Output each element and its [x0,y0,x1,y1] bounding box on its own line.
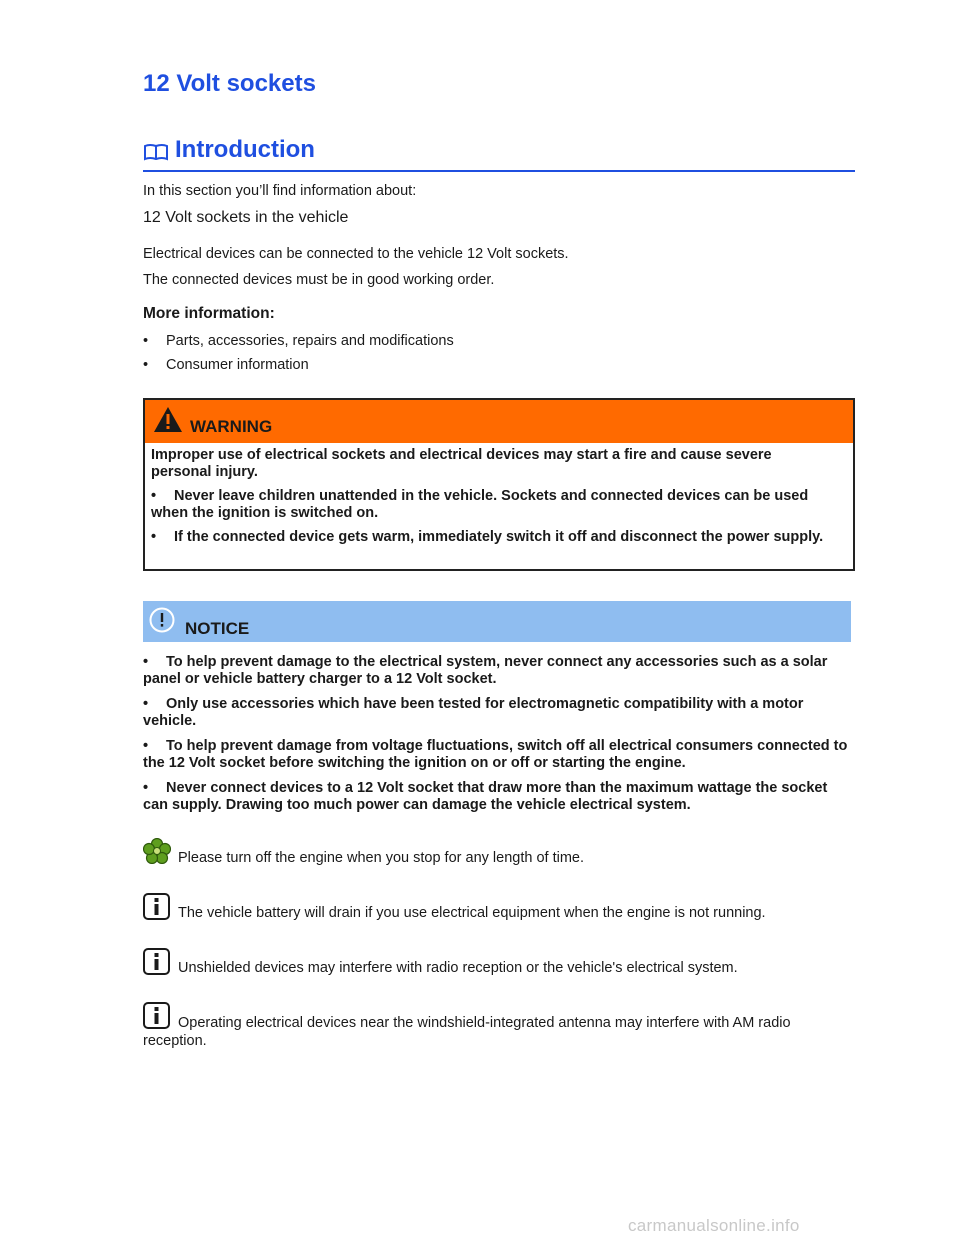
more-info-item[interactable] [143,333,454,349]
warning-item-text: Never leave children unattended in the vehicle. Sockets and connected devices can be used when the ignition is switched on. [151,488,809,521]
notice-item-text: Never connect devices to a 12 Volt socket that draw more than the maximum wattage the socket can supply. Drawing too much power can damage the vehicle electrical system. [143,780,828,813]
book-icon [143,142,169,167]
warning-item [151,488,835,522]
warning-intro: Improper use of electrical sockets and electrical devices may start a fire and cause severe personal injury. [151,447,772,480]
topic-link[interactable]: 12 Volt sockets in the vehicle [143,209,349,226]
bullet: • [143,738,149,754]
info-note-text: Operating electrical devices near the windshield-integrated antenna may interfere with AM radio reception. [143,1015,791,1049]
info-note-text: The vehicle battery will drain if you use electrical equipment when the engine is not running. [178,905,766,921]
notice-item [143,696,848,730]
info-icon [143,1002,170,1034]
info-note [143,893,853,922]
more-info-heading: More information: [143,305,275,322]
more-info-label: Parts, accessories, repairs and modifications [166,333,454,349]
info-icon [143,948,170,980]
warning-item-text: If the connected device gets warm, immediately switch it off and disconnect the power supply. [174,529,824,545]
warning-triangle-icon [153,406,183,438]
intro-text: In this section you’ll find information about: [143,183,417,199]
bullet: • [143,357,149,373]
watermark: carmanualsonline.info [628,1216,800,1235]
bullet: • [151,488,157,504]
notice-label: NOTICE [185,619,250,638]
environment-note-text: Please turn off the engine when you stop for any length of time. [178,850,584,866]
paragraph: Electrical devices can be connected to the vehicle 12 Volt sockets. [143,246,569,262]
page-title: 12 Volt sockets [143,70,316,97]
notice-item-text: To help prevent damage to the electrical system, never connect any accessories such as a solar panel or vehicle battery charger to a 12 Volt socket. [143,654,828,687]
bullet: • [143,654,149,670]
notice-item-text: To help prevent damage from voltage fluctuations, switch off all electrical consumers connected to the 12 Volt socket before switching the ignition on or off or starting the engine. [143,738,848,771]
warning-box [143,398,855,571]
notice-item [143,780,848,814]
notice-item [143,654,848,688]
info-note-text: Unshielded devices may interfere with radio reception or the vehicle's electrical system. [178,960,738,976]
notice-body [143,654,848,822]
more-info-label: Consumer information [166,357,309,373]
environment-note [143,838,853,867]
info-icon [143,893,170,925]
bullet: • [151,529,157,545]
warning-item [151,529,835,546]
paragraph: The connected devices must be in good working order. [143,272,495,288]
warning-label: WARNING [190,417,273,436]
warning-header [145,400,853,443]
info-note [143,948,853,977]
bullet: • [143,333,149,349]
notice-header [143,601,851,642]
section-header [143,136,855,172]
warning-body [145,443,853,546]
more-info-item[interactable] [143,357,309,373]
bullet: • [143,780,149,796]
flower-icon [143,838,171,869]
info-note [143,1002,853,1050]
section-title: Introduction [175,136,315,163]
exclamation-circle-icon [149,607,175,638]
bullet: • [143,696,149,712]
notice-item [143,738,848,772]
notice-item-text: Only use accessories which have been tested for electromagnetic compatibility with a motor vehicle. [143,696,804,729]
